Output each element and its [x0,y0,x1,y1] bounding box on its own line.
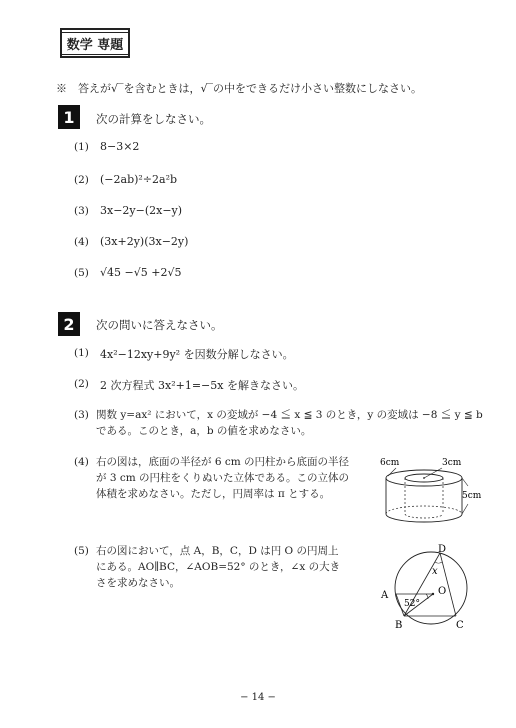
q2-3-line1: 関数 y=ax² において，x の変域が −4 ≦ x ≦ 3 のとき，y の変域は −8 ≦ y ≦ b [96,409,483,421]
q1-2-label: (2) [74,174,89,186]
inscribed-circle-figure [376,544,486,634]
point-o-label: O [438,586,447,597]
q1-1-text: 8−3×2 [100,140,140,153]
section-1-instruction: 次の計算をしなさい。 [96,112,211,126]
height-leader-top [462,478,468,486]
q2-5-line2: にある。AO∥BC，∠AOB=52° のとき，∠x の大き [96,561,341,573]
q1-4-text: (3x+2y)(3x−2y) [100,235,189,248]
hollow-cylinder-figure [376,454,496,534]
q1-3-label: (3) [74,205,89,217]
height-leader-bottom [462,504,468,514]
q2-2-text: 2 次方程式 3x²+1=−5x を解きなさい。 [100,379,304,392]
q2-1-text: 4x²−12xy+9y² を因数分解しなさい。 [100,348,294,361]
q2-4-text [96,454,366,502]
outer-bottom-hidden-arc [386,506,462,514]
q2-4-line2: が 3 cm の円柱をくりぬいた立体である。この立体の [96,472,350,484]
q1-4-label: (4) [74,236,89,248]
point-b-label: B [395,620,403,631]
outer-radius-leader [388,468,396,476]
q2-4-label: (4) [74,456,89,468]
q2-4-line1: 右の図は，底面の半径が 6 cm の円柱から底面の半径 [96,456,350,468]
inner-radius-leader [424,468,442,478]
q2-1-label: (1) [74,347,89,359]
q1-5-label: (5) [74,267,89,279]
page-title: 数学 専題 [61,32,130,55]
q2-5-line1: 右の図において，点 A，B，C，D は円 O の円周上 [96,545,339,557]
point-d-label: D [438,544,447,555]
q2-5-label: (5) [74,545,89,557]
center-o-point [432,593,434,595]
cylinder-inner-radius-label: 3cm [442,458,462,468]
q2-3-text [96,407,496,439]
point-c-label: C [456,620,464,631]
q2-3-label: (3) [74,409,89,421]
cylinder-outer-radius-label: 6cm [380,458,400,468]
section-2-instruction: 次の問いに答えなさい。 [96,318,223,332]
q2-5-line3: さを求めなさい。 [96,577,180,589]
section-1-number: 1 [58,105,80,129]
top-center-point [423,477,425,479]
page-number: − 14 − [240,692,276,703]
q1-1-label: (1) [74,141,89,153]
segment-ab [396,594,404,616]
q2-4-line3: 体積を求めなさい。ただし，円周率は π とする。 [96,488,331,500]
inner-bottom-arc [405,514,443,518]
angle-x-label: x [432,566,438,577]
q2-3-line2: である。このとき，a，b の値を求めなさい。 [96,425,312,437]
q2-2-label: (2) [74,378,89,390]
cylinder-height-label: 5cm [462,491,482,501]
q1-5-text: √45 −√5 +2√5 [100,266,182,279]
segment-dc [440,553,456,616]
instruction-note: ※ 答えが√‾を含むときは，√‾の中をできるだけ小さい整数にしなさい。 [56,82,423,95]
point-a-label: A [381,590,389,601]
section-2-number: 2 [58,312,80,336]
angle-x-arc [435,562,442,563]
q1-3-text: 3x−2y−(2x−y) [100,204,183,217]
title-box [60,28,130,58]
angle-aob-label: 52° [404,599,420,609]
outer-bottom-arc [386,514,462,522]
q2-5-text [96,543,366,591]
q1-2-text: (−2ab)²÷2a²b [100,173,178,186]
